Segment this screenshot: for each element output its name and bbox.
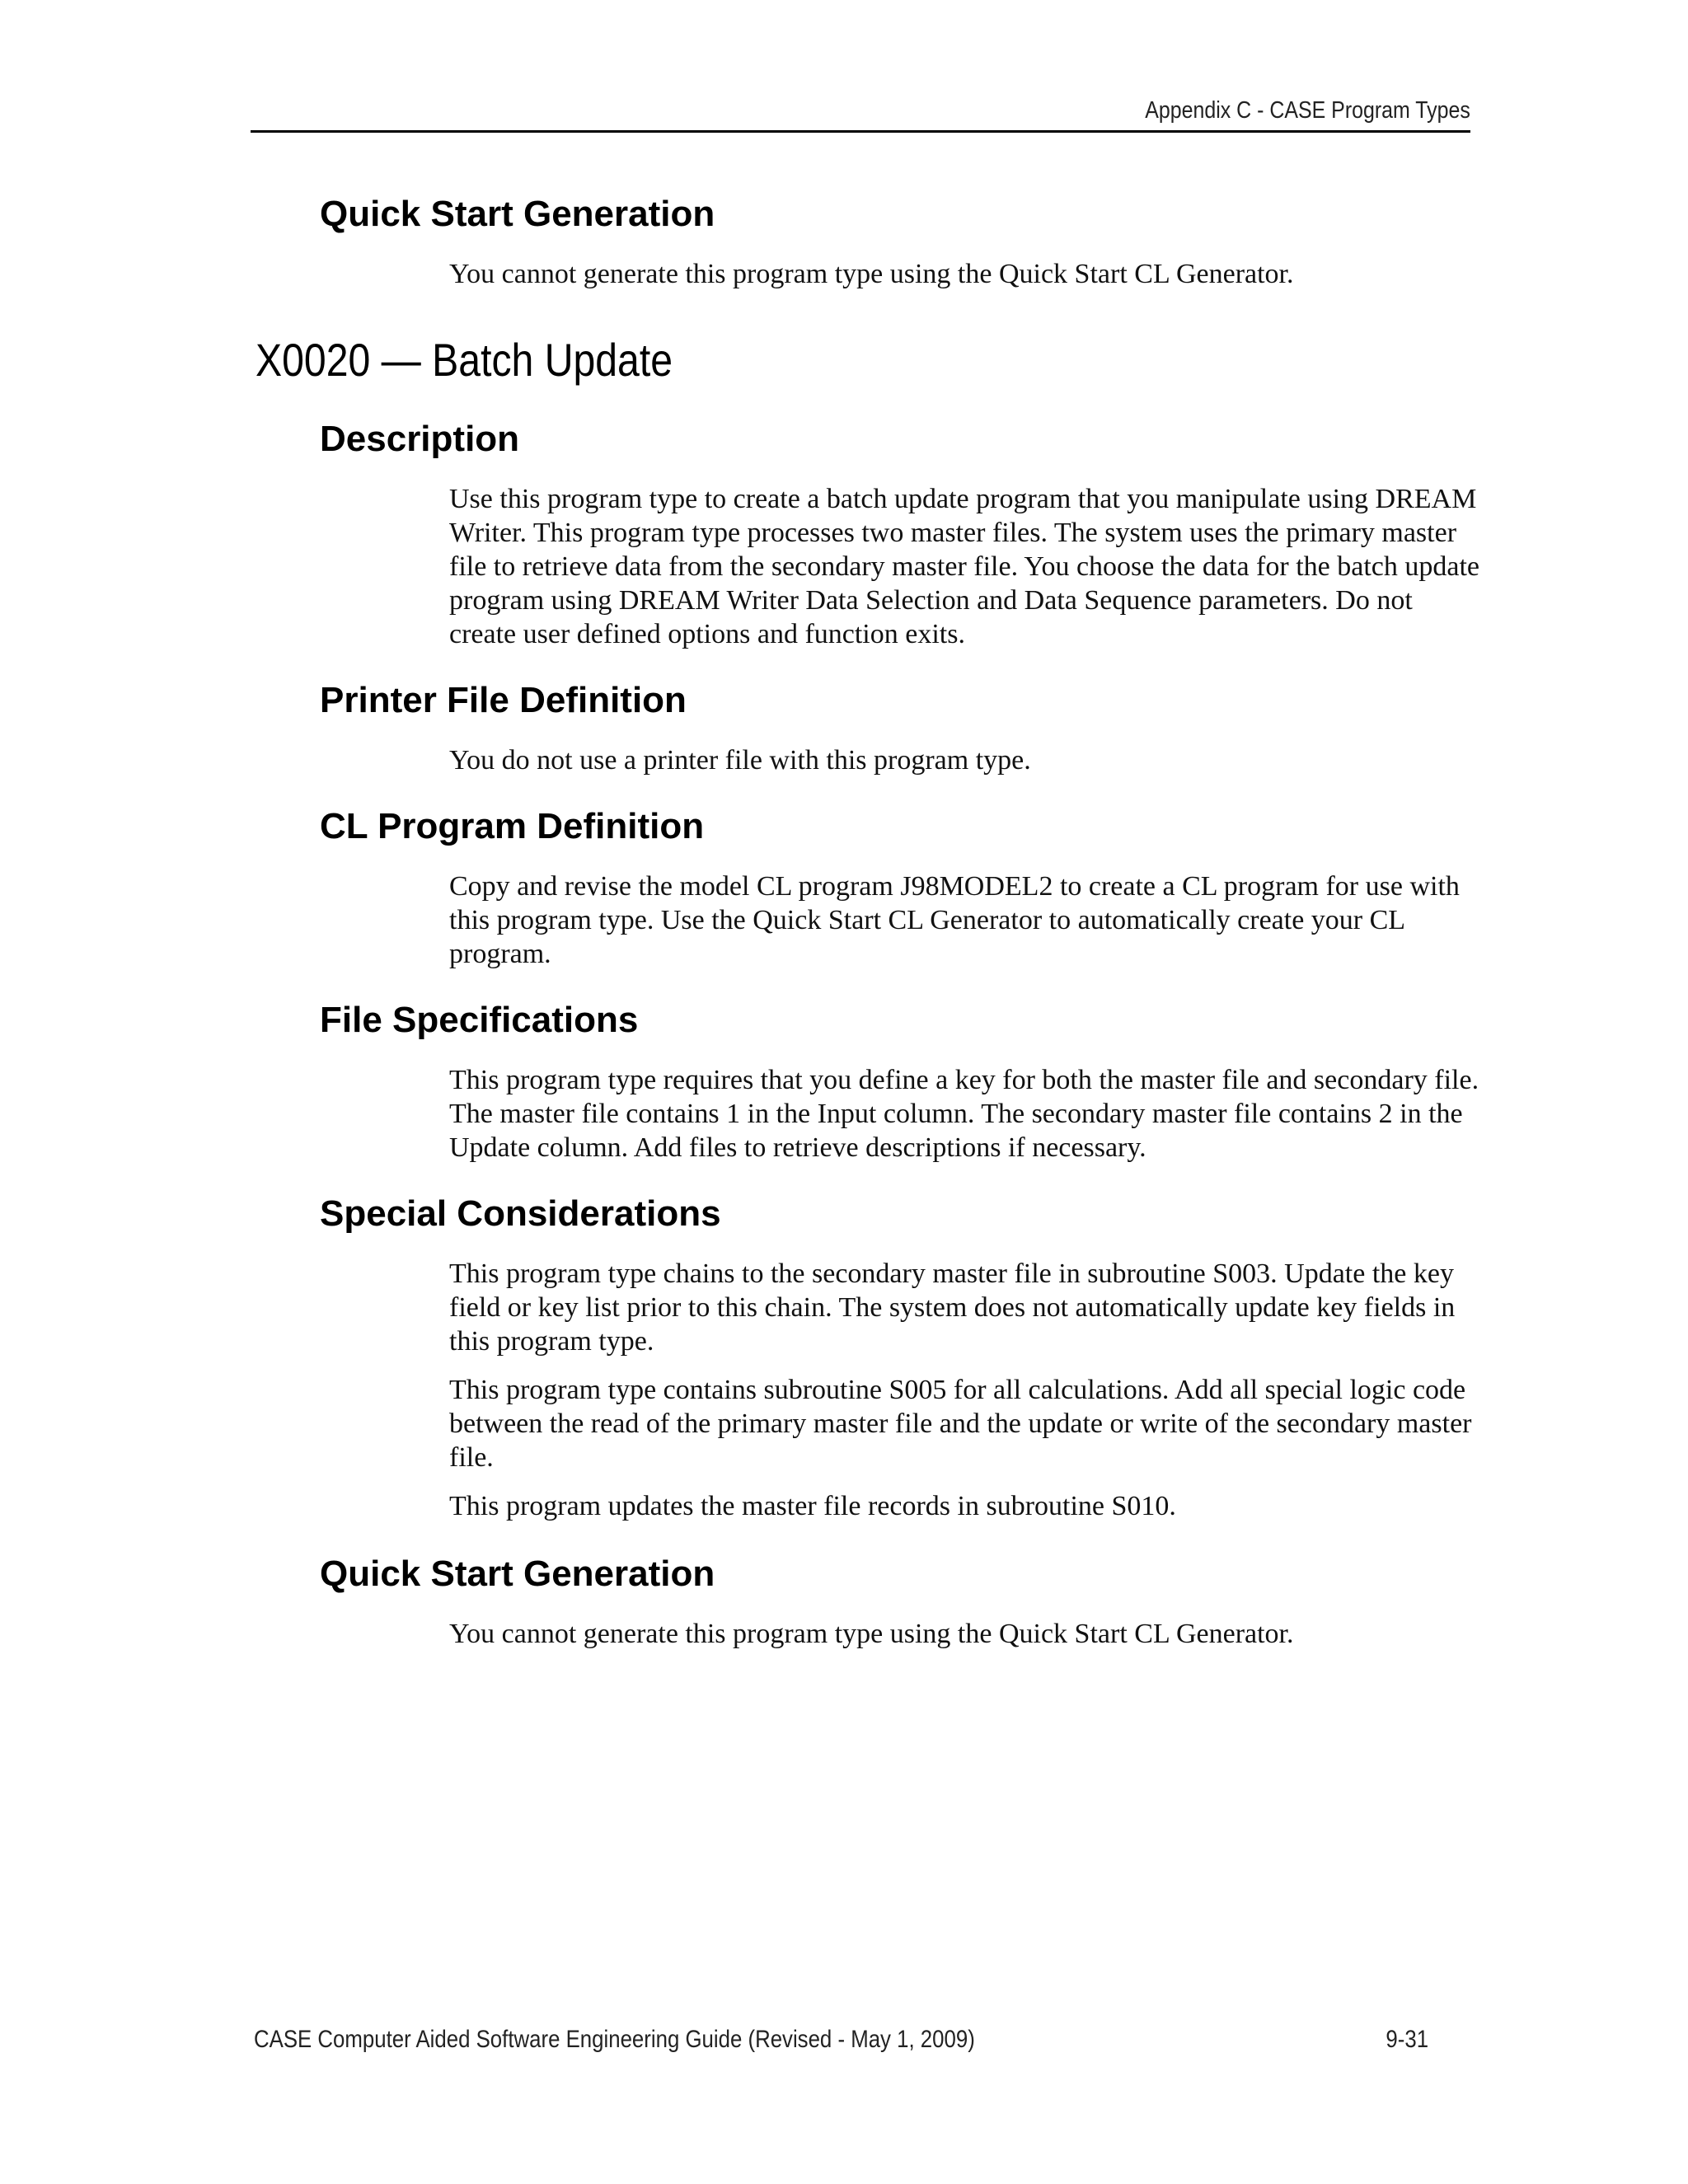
- section-heading-cl-program: CL Program Definition: [320, 806, 705, 846]
- running-header-title: Appendix C - CASE Program Types: [1145, 97, 1470, 124]
- description-paragraph: Use this program type to create a batch update program that you manipulate using DREAM Writer. This program type processes two master files. The system uses the primary master file to retrieve data from the secondary master file. You choose the data for the batch update program using DREAM Writer Data Selection and Data Sequence parameters. Do not create user defined options and function exits.: [449, 484, 1479, 649]
- chapter-title: X0020 — Batch Update: [256, 334, 673, 386]
- chapter-title-wrap: [254, 330, 1474, 390]
- section-heading-quick-start-top: Quick Start Generation: [320, 194, 715, 234]
- section-heading-file-specs: File Specifications: [320, 1000, 639, 1040]
- running-footer: [254, 2026, 1428, 2059]
- quick-start-bottom-paragraph: You cannot generate this program type using the Quick Start CL Generator.: [449, 1619, 1294, 1649]
- page-content: [254, 188, 1479, 1651]
- footer-page-number: 9-31: [1386, 2026, 1428, 2053]
- special-paragraph-3: This program updates the master file records in subroutine S010.: [449, 1491, 1176, 1521]
- special-paragraph-2: This program type contains subroutine S005 for all calculations. Add all special logic code between the read of the primary master file and the update or write of the secondary master file.: [449, 1375, 1472, 1473]
- footer-book-title: CASE Computer Aided Software Engineering Guide (Revised - May 1, 2009): [254, 2026, 975, 2053]
- printer-file-paragraph: You do not use a printer file with this program type.: [449, 745, 1031, 776]
- running-header: [251, 97, 1470, 133]
- section-heading-description: Description: [320, 419, 520, 459]
- cl-program-paragraph: Copy and revise the model CL program J98MODEL2 to create a CL program for use with this program type. Use the Quick Start CL Generator to automatically create your CL program.: [449, 871, 1460, 969]
- special-paragraph-1: This program type chains to the secondary master file in subroutine S003. Update the key field or key list prior to this chain. The system does not automatically update key fields in this program type.: [449, 1258, 1456, 1357]
- quick-start-top-paragraph: You cannot generate this program type using the Quick Start CL Generator.: [449, 259, 1294, 289]
- section-heading-special: Special Considerations: [320, 1193, 721, 1234]
- section-heading-printer-file: Printer File Definition: [320, 680, 687, 720]
- file-specs-paragraph: This program type requires that you define a key for both the master file and secondary file. The master file contains 1 in the Input column. The secondary master file contains 2 in the Update column. Add files to retrieve descriptions if necessary.: [449, 1065, 1479, 1163]
- section-heading-quick-start-bottom: Quick Start Generation: [320, 1554, 715, 1594]
